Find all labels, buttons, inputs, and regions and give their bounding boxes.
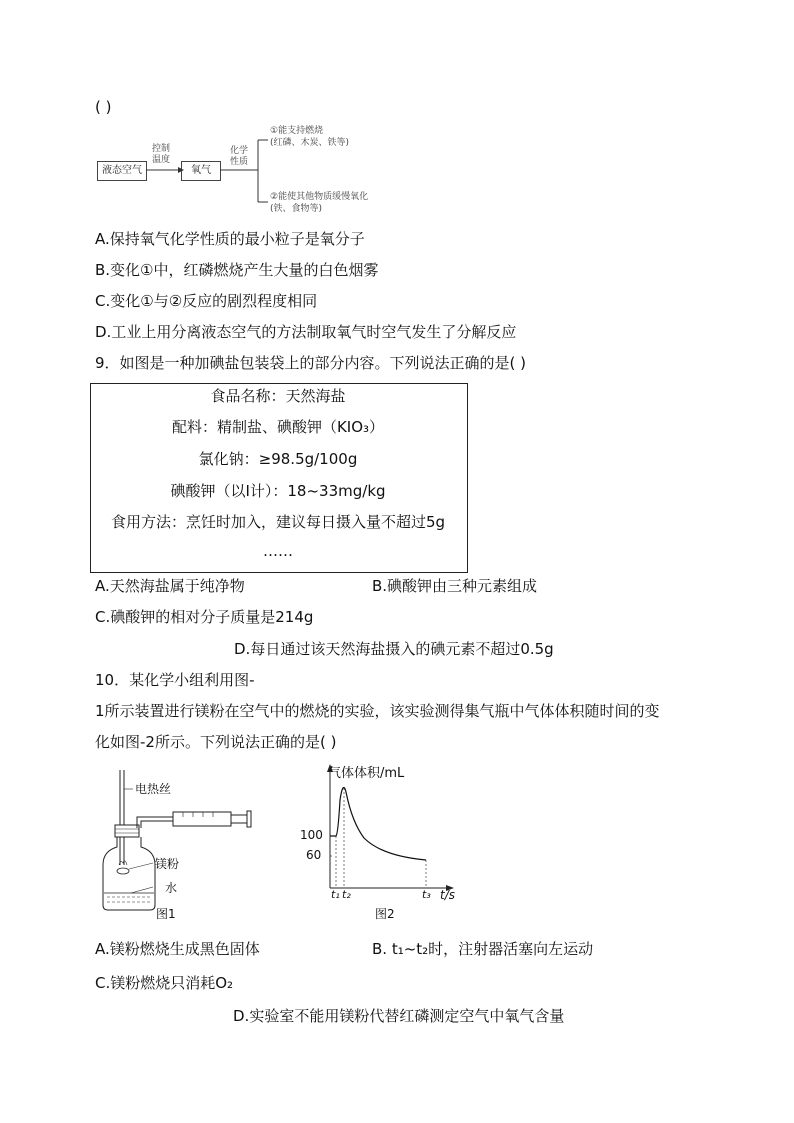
chem-prop-label-2: 性质 xyxy=(230,157,249,167)
control-label-1: 控制 xyxy=(152,144,171,154)
q9-option-d: D.每日通过该天然海盐摄入的碘元素不超过0.5g xyxy=(234,640,554,658)
salt-label-usage: 食用方法：烹饪时加入，建议每日摄入量不超过5g xyxy=(110,513,446,531)
fig1-caption: 图1 xyxy=(156,907,176,921)
liquid-air-box: 液态空气 xyxy=(97,161,147,181)
branch2-line2: (铁、食物等) xyxy=(270,204,323,214)
branch2-line1: ②能使其他物质缓慢氧化 xyxy=(270,192,369,202)
fig2-t1: t₁ xyxy=(331,888,340,901)
q8-option-a: A.保持氧气化学性质的最小粒子是氧分子 xyxy=(95,230,365,248)
fig1-mg-label: 镁粉 xyxy=(155,857,180,871)
oxygen-box: 氧气 xyxy=(181,161,221,181)
q9-stem: 9．如图是一种加碘盐包装袋上的部分内容。下列说法正确的是( ) xyxy=(95,354,527,372)
salt-label-nacl: 氯化钠：≥98.5g/100g xyxy=(198,450,358,468)
q10-option-d: D.实验室不能用镁粉代替红磷测定空气中氧气含量 xyxy=(233,1007,565,1025)
fig2-ylabel: 气体体积/mL xyxy=(328,766,405,781)
q8-stem: ( ) xyxy=(95,98,112,116)
fig2-t2: t₂ xyxy=(342,888,351,901)
branch1-line2: (红磷、木炭、铁等) xyxy=(270,138,350,148)
fig2-y60: 60 xyxy=(306,848,322,862)
salt-label-kio3: 碘酸钾（以I计）：18~33mg/kg xyxy=(170,482,386,500)
q9-option-c: C.碘酸钾的相对分子质量是214g xyxy=(95,608,314,626)
q9-option-a: A.天然海盐属于纯净物 xyxy=(95,577,245,595)
q8-option-d: D.工业上用分离液态空气的方法制取氧气时空气发生了分解反应 xyxy=(95,323,517,341)
chem-prop-label-1: 化学 xyxy=(230,146,249,156)
branch1-line1: ①能支持燃烧 xyxy=(270,126,324,136)
salt-label-name: 食品名称：天然海盐 xyxy=(210,387,346,405)
fig1-water-label: 水 xyxy=(165,881,178,895)
q8-option-c: C.变化①与②反应的剧烈程度相同 xyxy=(95,292,318,310)
salt-label-ellipsis: …… xyxy=(263,542,293,560)
q10-option-c: C.镁粉燃烧只消耗O₂ xyxy=(95,974,234,992)
q10-stem-line2: 1所示装置进行镁粉在空气中的燃烧的实验，该实验测得集气瓶中气体体积随时间的变 xyxy=(95,702,660,720)
q8-option-b: B.变化①中，红磷燃烧产生大量的白色烟雾 xyxy=(95,261,379,279)
flow-arrows xyxy=(90,120,390,220)
fig1-wire-label: 电热丝 xyxy=(135,782,172,796)
q10-option-a: A.镁粉燃烧生成黑色固体 xyxy=(95,940,260,958)
fig2-caption: 图2 xyxy=(375,907,395,921)
q10-stem-line1: 10．某化学小组利用图- xyxy=(95,671,255,689)
fig2-t3: t₃ xyxy=(422,888,431,901)
control-label-2: 温度 xyxy=(152,155,171,165)
q10-stem-line3: 化如图-2所示。下列说法正确的是( ) xyxy=(95,733,337,751)
q10-option-b: B. t₁~t₂时，注射器活塞向左运动 xyxy=(372,940,594,958)
fig2-y100: 100 xyxy=(300,828,323,842)
fig1-apparatus xyxy=(95,765,275,925)
q9-option-b: B.碘酸钾由三种元素组成 xyxy=(372,577,538,595)
fig2-xlabel: t/s xyxy=(440,888,455,902)
salt-label-ingredients: 配料：精制盐、碘酸钾（KIO₃） xyxy=(171,418,385,436)
